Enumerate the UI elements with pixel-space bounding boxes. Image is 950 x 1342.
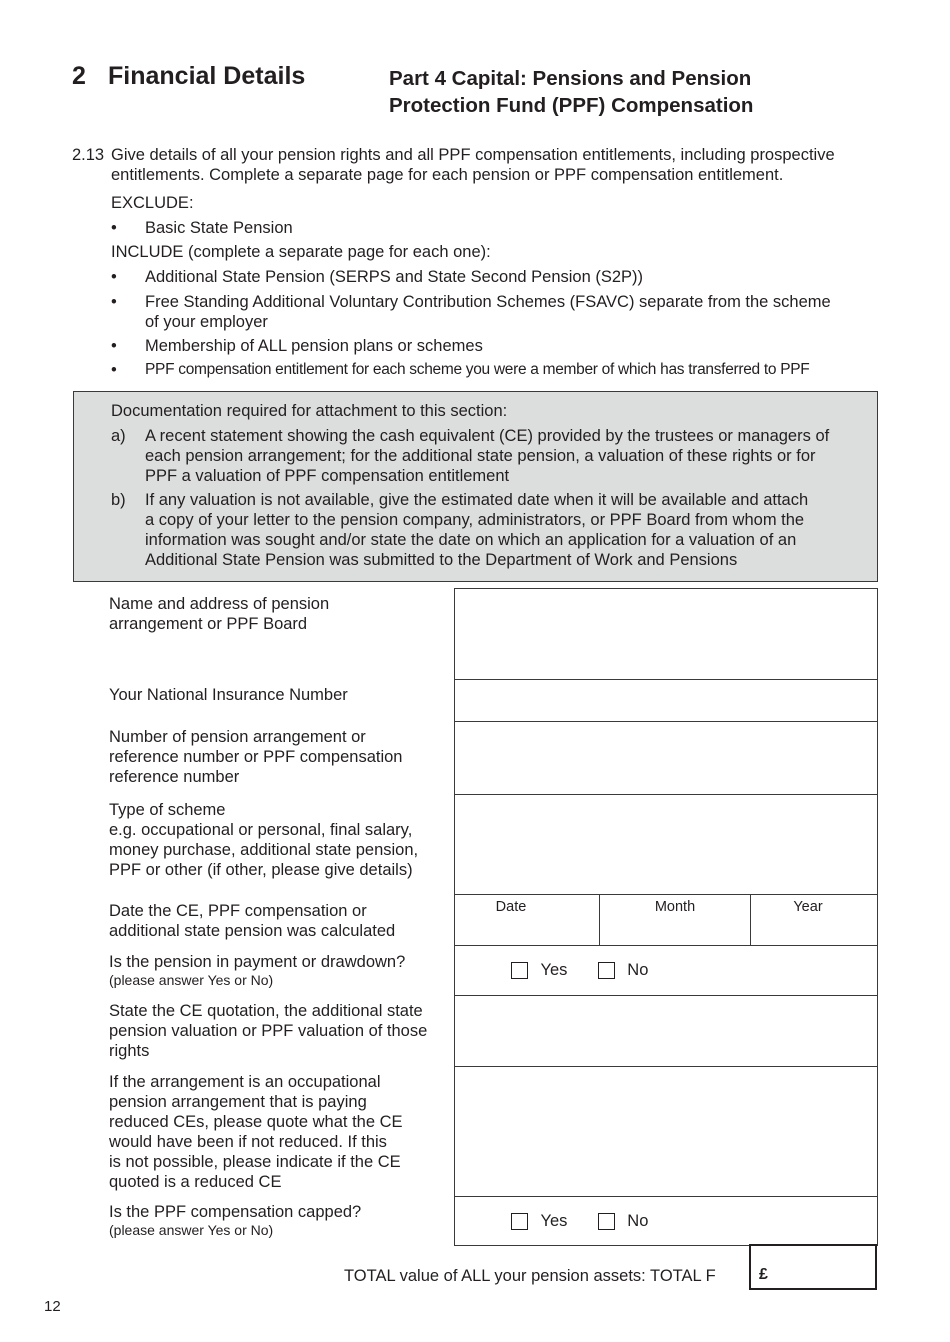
question-number: 2.13 — [72, 146, 105, 164]
in-payment-yes-checkbox[interactable] — [511, 962, 528, 979]
in-payment-label — [109, 952, 405, 988]
label-line: If the arrangement is an occupational — [109, 1073, 381, 1091]
label-line: Date the CE, PPF compensation or — [109, 902, 367, 920]
documentation-b — [145, 490, 875, 570]
name-address-field[interactable] — [455, 589, 878, 680]
label-line: arrangement or PPF Board — [109, 615, 308, 633]
label-line: Type of scheme — [109, 801, 226, 819]
ref-number-label — [109, 727, 402, 787]
bullet-icon: • — [111, 361, 117, 379]
ni-number-label: Your National Insurance Number — [109, 686, 348, 704]
documentation-b-line: If any valuation is not available, give the estimated date when it will be available and attach — [145, 491, 809, 509]
include-item-continued: of your employer — [145, 313, 268, 331]
no-label: No — [627, 961, 649, 979]
question-line1: Give details of all your pension rights and all PPF compensation entitlements, including prospective — [111, 146, 835, 164]
label-line: Name and address of pension — [109, 595, 330, 613]
date-month-field[interactable] — [600, 895, 751, 946]
include-item: Membership of ALL pension plans or schemes — [145, 337, 483, 355]
answer-table — [454, 588, 878, 1246]
date-day-header: Date — [495, 899, 527, 915]
currency-symbol: £ — [759, 1266, 768, 1283]
date-year-field[interactable] — [751, 895, 878, 946]
in-payment-field — [455, 946, 878, 996]
label-line: pension valuation or PPF valuation of those — [109, 1022, 428, 1040]
ppf-capped-field — [455, 1197, 878, 1246]
include-item: PPF compensation entitlement for each scheme you were a member of which has transferred to PPF — [145, 361, 810, 378]
label-line: reference number or PPF compensation — [109, 748, 403, 766]
question-line2: entitlements. Complete a separate page for each pension or PPF compensation entitlement. — [111, 166, 784, 184]
label-line: money purchase, additional state pension, — [109, 841, 419, 859]
ce-quotation-field[interactable] — [455, 996, 878, 1067]
label-line: pension arrangement that is paying — [109, 1093, 367, 1111]
in-payment-no-checkbox[interactable] — [598, 962, 615, 979]
bullet-icon: • — [111, 293, 117, 311]
label-line: would have been if not reduced. If this — [109, 1133, 387, 1151]
ni-number-field[interactable] — [455, 680, 878, 722]
no-label: No — [627, 1211, 649, 1230]
reduced-ce-label — [109, 1072, 403, 1192]
ppf-capped-yes-checkbox[interactable] — [511, 1213, 528, 1230]
bullet-icon: • — [111, 337, 117, 355]
label-line: e.g. occupational or personal, final salary, — [109, 821, 413, 839]
page-number: 12 — [44, 1298, 61, 1315]
label-line: Number of pension arrangement or — [109, 728, 366, 746]
date-day-field[interactable] — [455, 895, 600, 946]
include-heading: INCLUDE (complete a separate page for each one): — [111, 243, 491, 261]
yes-label: Yes — [540, 1211, 568, 1230]
label-line: reference number — [109, 768, 240, 786]
label-line: Is the pension in payment or drawdown? — [109, 953, 406, 971]
total-f-field[interactable] — [749, 1244, 877, 1290]
question-text — [111, 145, 881, 185]
ce-quotation-label — [109, 1001, 427, 1061]
hint-text: (please answer Yes or No) — [109, 1222, 274, 1238]
documentation-b-marker: b) — [111, 491, 126, 509]
name-address-label — [109, 594, 329, 634]
ppf-capped-label — [109, 1202, 361, 1238]
documentation-a-line: each pension arrangement; for the additional state pension, a valuation of these rights or for — [145, 447, 816, 465]
documentation-a-line: PPF a valuation of PPF compensation entitlement — [145, 467, 510, 485]
yes-label: Yes — [540, 961, 568, 979]
label-line: Is the PPF compensation capped? — [109, 1203, 362, 1221]
include-item: Free Standing Additional Voluntary Contribution Schemes (FSAVC) separate from the scheme — [145, 293, 831, 311]
label-line: is not possible, please indicate if the CE — [109, 1153, 401, 1171]
label-line: State the CE quotation, the additional state — [109, 1002, 423, 1020]
scheme-type-label — [109, 800, 418, 880]
ref-number-field[interactable] — [455, 722, 878, 795]
documentation-heading: Documentation required for attachment to this section: — [111, 402, 508, 420]
section-number: 2 — [72, 62, 86, 90]
exclude-item: Basic State Pension — [145, 219, 293, 237]
part-title-line2: Protection Fund (PPF) Compensation — [389, 94, 754, 117]
label-line: PPF or other (if other, please give details) — [109, 861, 413, 879]
exclude-heading: EXCLUDE: — [111, 194, 194, 212]
bullet-icon: • — [111, 268, 117, 286]
label-line: additional state pension was calculated — [109, 922, 396, 940]
reduced-ce-field[interactable] — [455, 1067, 878, 1197]
date-year-header: Year — [793, 899, 823, 915]
documentation-b-line: a copy of your letter to the pension company, administrators, or PPF Board from whom the — [145, 511, 805, 529]
label-line: reduced CEs, please quote what the CE — [109, 1113, 403, 1131]
scheme-type-field[interactable] — [455, 795, 878, 895]
date-month-header: Month — [654, 899, 696, 915]
label-line: rights — [109, 1042, 150, 1060]
include-item: Additional State Pension (SERPS and State Second Pension (S2P)) — [145, 268, 644, 286]
hint-text: (please answer Yes or No) — [109, 972, 274, 988]
documentation-b-line: Additional State Pension was submitted to the Department of Work and Pensions — [145, 551, 738, 569]
total-label: TOTAL value of ALL your pension assets: TOTAL F — [344, 1267, 716, 1285]
section-title: Financial Details — [108, 62, 306, 90]
date-calculated-label — [109, 901, 395, 941]
label-line: quoted is a reduced CE — [109, 1173, 282, 1191]
documentation-a-line: A recent statement showing the cash equivalent (CE) provided by the trustees or managers of — [145, 427, 830, 445]
part-title-line1: Part 4 Capital: Pensions and Pension — [389, 67, 752, 90]
bullet-icon: • — [111, 219, 117, 237]
documentation-a — [145, 426, 875, 486]
part-title — [389, 65, 869, 119]
documentation-b-line: information was sought and/or state the date on which an application for a valuation of an — [145, 531, 797, 549]
ppf-capped-no-checkbox[interactable] — [598, 1213, 615, 1230]
documentation-a-marker: a) — [111, 427, 126, 445]
